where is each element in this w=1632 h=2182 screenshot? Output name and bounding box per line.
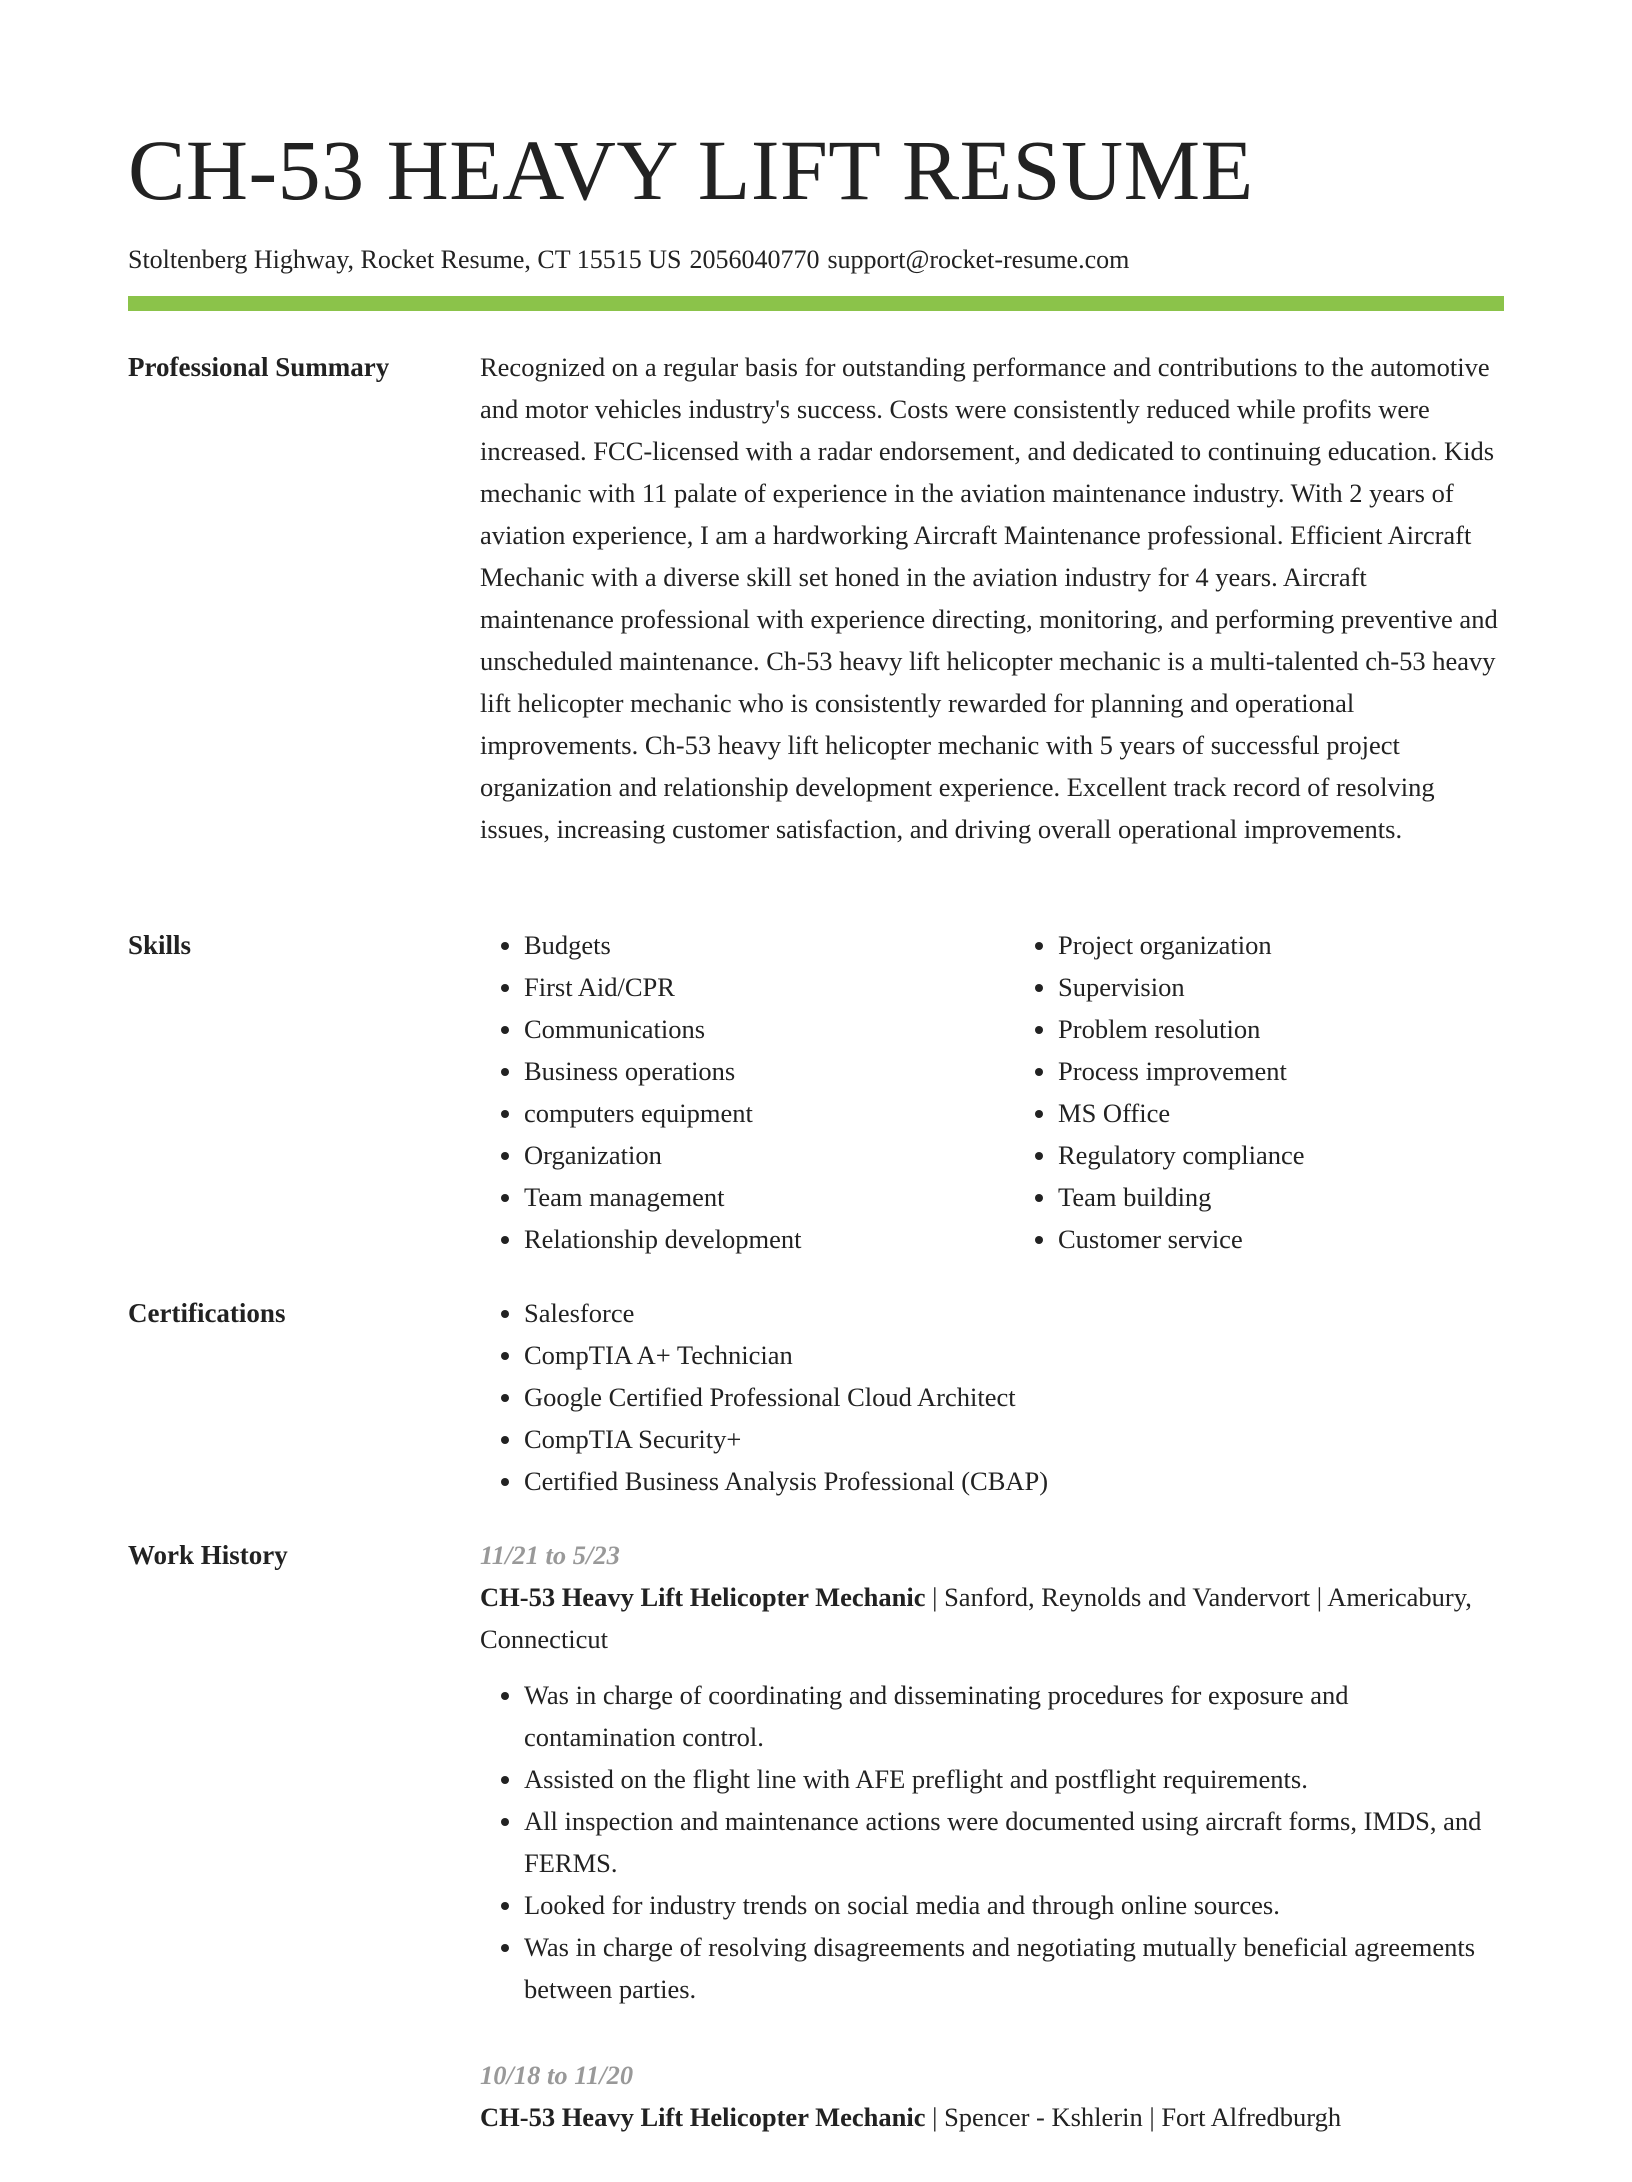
contact-address: Stoltenberg Highway, Rocket Resume, CT 15515 US [128,245,682,274]
skill-item: • Problem resolution [1058,1008,1504,1050]
section-title: Work History [128,1540,288,1570]
skills-column-right [1014,924,1504,1260]
section-title: Skills [128,930,192,960]
job-heading: CH-53 Heavy Lift Helicopter Mechanic | Sanford, Reynolds and Vandervort | Americabury, Connecticut [480,1582,1472,1654]
summary-text: Recognized on a regular basis for outstanding performance and contributions to the automotive and motor vehicles industry's success. Costs were consistently reduced while profits were increased. FCC-licensed with a radar endorsement, and dedicated to continuing education. Kids mechanic with 11 palate of experience in the aviation maintenance industry. With 2 years of aviation experience, I am a hardworking Aircraft Maintenance professional. Efficient Aircraft Mechanic with a diverse skill set honed in the aviation industry for 4 years. Aircraft maintenance professional with experience directing, monitoring, and performing preventive and unscheduled maintenance. Ch-53 heavy lift helicopter mechanic is a multi-talented ch-53 heavy lift helicopter mechanic who is consistently rewarded for planning and operational improvements. Ch-53 heavy lift helicopter mechanic with 5 years of successful project organization and relationship development experience. Excellent track record of resolving issues, increasing customer satisfaction, and driving overall operational improvements. [480,352,1498,844]
job-company: Spencer - Kshlerin [944,2102,1143,2132]
skill-item: • Project organization [1058,924,1504,966]
job-location: Fort Alfredburgh [1161,2102,1342,2132]
skill-item: • Relationship development [524,1218,970,1260]
skill-item: • MS Office [1058,1092,1504,1134]
skill-item: • Communications [524,1008,970,1050]
skills-column-left [480,924,970,1260]
section-body [480,1292,1504,1502]
job-location: Americabury, Connecticut [480,1582,1472,1654]
skill-item: • computers equipment [524,1092,970,1134]
section-body [480,1534,1504,2182]
job-heading: CH-53 Heavy Lift Helicopter Mechanic | Spencer - Kshlerin | Fort Alfredburgh [480,2102,1342,2132]
skill-item: • Process improvement [1058,1050,1504,1092]
section-title: Professional Summary [128,352,390,382]
job-duty-item: • All inspection and maintenance actions were documented using aircraft forms, IMDS, and FERMS. [524,1800,1504,1884]
job-title: CH-53 Heavy Lift Helicopter Mechanic [480,2102,926,2132]
skills-grid [480,924,1504,1260]
section-body [480,346,1504,850]
job-entry [480,2054,1504,2138]
resume-name: CH-53 HEAVY LIFT RESUME [128,122,1254,218]
job-duties-list [480,1674,1504,2010]
certification-item: • Google Certified Professional Cloud Architect [524,1376,1504,1418]
certification-item: • CompTIA A+ Technician [524,1334,1504,1376]
resume-header [128,120,1504,311]
certification-item: • Certified Business Analysis Professional (CBAP) [524,1460,1504,1502]
skill-item: • Team management [524,1176,970,1218]
skill-item: • Business operations [524,1050,970,1092]
section-body [480,924,1504,1260]
skill-item: • Supervision [1058,966,1504,1008]
job-duty-item: • Was in charge of resolving disagreements and negotiating mutually beneficial agreements between parties. [524,1926,1504,2010]
job-dates: 10/18 to 11/20 [480,2060,634,2090]
certifications-list [480,1292,1504,1502]
job-duty-item: • Was in charge of coordinating and disseminating procedures for exposure and contamination control. [524,1674,1504,1758]
job-duty-item: • Looked for industry trends on social media and through online sources. [524,1884,1504,1926]
skill-item: • Customer service [1058,1218,1504,1260]
skill-item: • Budgets [524,924,970,966]
section-title: Certifications [128,1298,286,1328]
contact-line [128,244,1504,276]
skill-item: • First Aid/CPR [524,966,970,1008]
certification-item: • Salesforce [524,1292,1504,1334]
job-duty-item: • Assisted on the flight line with AFE preflight and postflight requirements. [524,1758,1504,1800]
job-entry [480,1534,1504,2010]
skill-item: • Team building [1058,1176,1504,1218]
job-company: Sanford, Reynolds and Vandervort [944,1582,1311,1612]
job-title: CH-53 Heavy Lift Helicopter Mechanic [480,1582,926,1612]
header-divider [128,296,1504,311]
certification-item: • CompTIA Security+ [524,1418,1504,1460]
contact-email: support@rocket-resume.com [827,245,1130,274]
job-dates: 11/21 to 5/23 [480,1540,620,1570]
skill-item: • Organization [524,1134,970,1176]
skill-item: • Regulatory compliance [1058,1134,1504,1176]
contact-phone: 2056040770 [689,245,820,274]
